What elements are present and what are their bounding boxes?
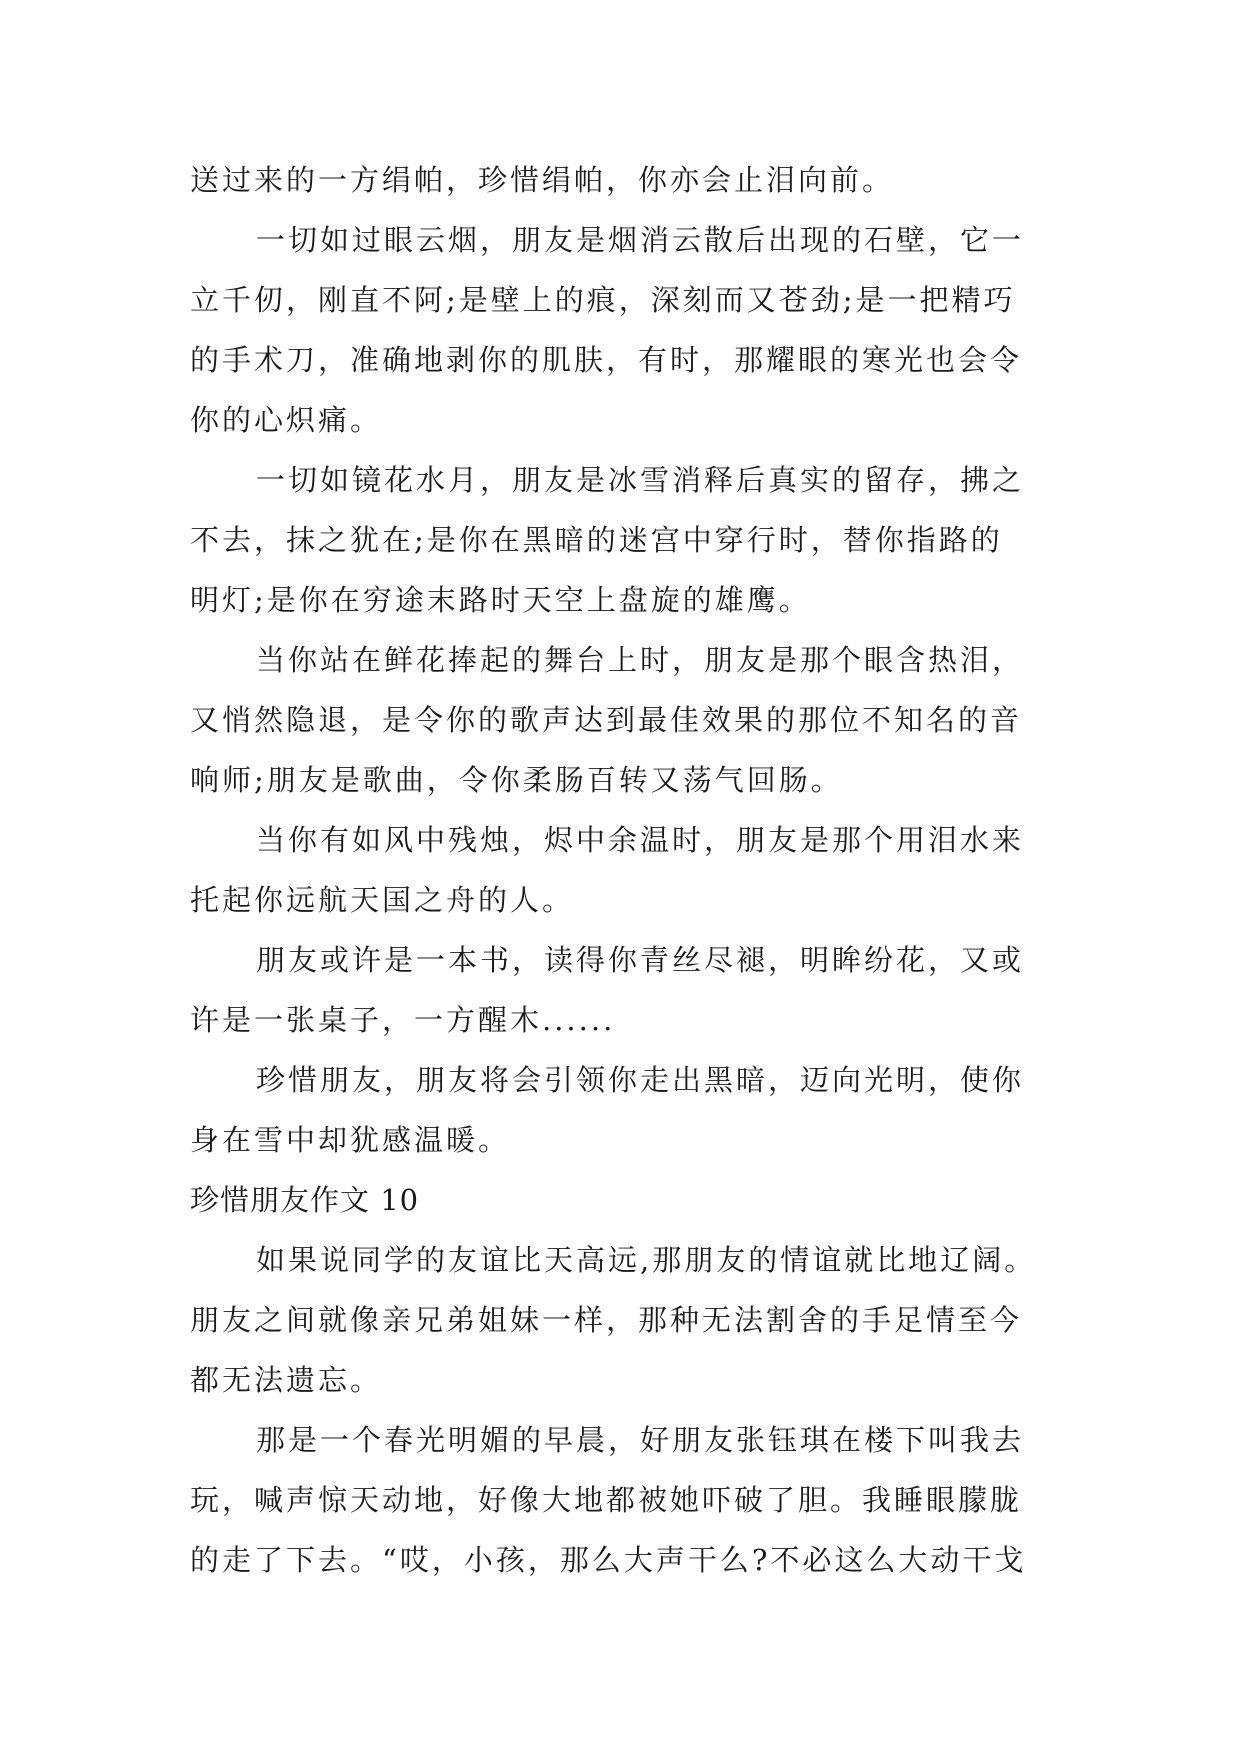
text-line: 许是一张桌子，一方醒木......: [190, 1003, 616, 1037]
document-body: [190, 150, 1052, 1590]
text-line: 送过来的一方绢帕，珍惜绢帕，你亦会止泪向前。: [190, 163, 895, 197]
text-line: 那是一个春光明媚的早晨，好朋友张钰琪在楼下叫我去: [256, 1423, 1025, 1457]
section-heading: 珍惜朋友作文 10: [190, 1183, 420, 1217]
text-line: 响师;朋友是歌曲，令你柔肠百转又荡气回肠。: [190, 763, 843, 797]
text-line: 玩，喊声惊天动地，好像大地都被她吓破了胆。我睡眼朦胧: [190, 1483, 1023, 1517]
text-line: 托起你远航天国之舟的人。: [190, 883, 575, 917]
text-line: 朋友之间就像亲兄弟姐妹一样，那种无法割舍的手足情至今: [190, 1303, 1023, 1337]
text-line: 又悄然隐退，是令你的歌声达到最佳效果的那位不知名的音: [190, 703, 1023, 737]
text-line: 不去，抹之犹在;是你在黑暗的迷宫中穿行时，替你指路的: [190, 523, 1003, 557]
text-line: 身在雪中却犹感温暖。: [190, 1123, 511, 1157]
text-line: 一切如过眼云烟，朋友是烟消云散后出现的石壁，它一: [256, 223, 1025, 257]
text-line: 当你站在鲜花捧起的舞台上时，朋友是那个眼含热泪，: [256, 643, 1025, 677]
text-line: 明灯;是你在穷途末路时天空上盘旋的雄鹰。: [190, 583, 811, 617]
text-line: 朋友或许是一本书，读得你青丝尽褪，明眸纷花，又或: [256, 943, 1025, 977]
text-line: 当你有如风中残烛，烬中余温时，朋友是那个用泪水来: [256, 823, 1025, 857]
text-line: 你的心炽痛。: [190, 403, 383, 437]
text-line: 珍惜朋友，朋友将会引领你走出黑暗，迈向光明，使你: [256, 1063, 1025, 1097]
text-line: 的走了下去。“哎，小孩，那么大声干么?不必这么大动干戈: [190, 1543, 1027, 1577]
text-line: 一切如镜花水月，朋友是冰雪消释后真实的留存，拂之: [256, 463, 1025, 497]
text-line: 立千仞，刚直不阿;是壁上的痕，深刻而又苍劲;是一把精巧: [190, 283, 1016, 317]
text-line: 的手术刀，准确地剥你的肌肤，有时，那耀眼的寒光也会令: [190, 343, 1023, 377]
text-line: 如果说同学的友谊比天高远,那朋友的情谊就比地辽阔。: [256, 1243, 1037, 1277]
text-line: 都无法遗忘。: [190, 1363, 383, 1397]
